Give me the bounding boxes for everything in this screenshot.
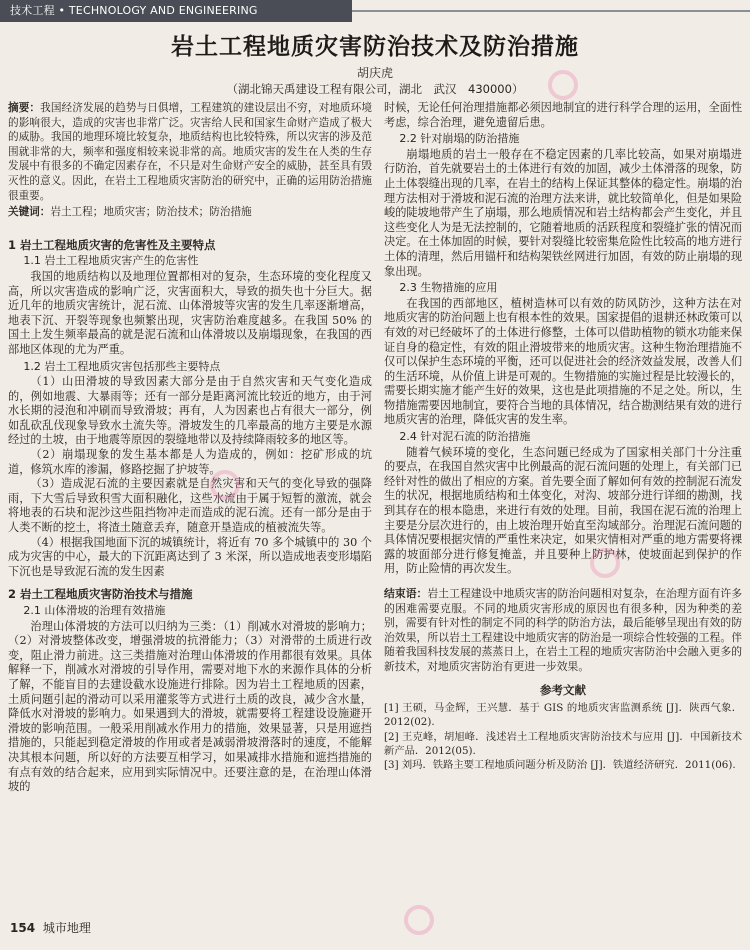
header-rule [352,10,750,12]
subsection-heading-2-1: 2.1 山体滑坡的治理有效措施 [23,604,166,617]
subsection-heading-2-3: 2.3 生物措施的应用 [399,281,498,295]
watermark-logo [210,470,240,500]
author-affiliation: （湖北锦天禹建设工程有限公司，湖北 武汉 430000） [226,82,524,96]
journal-name: 城市地理 [42,921,91,935]
conclusion-text: 岩土工程建设中地质灾害的防治问题相对复杂，在治理方面有许多的困难需要克服。不同的地质灾害形成的原因也有很多种，因为种类的差别，需要有针对性的制定不同的科学的防治方法，最后能够呈现出有效的防治效果，所以岩土工程建设中地质灾害的防治是一项综合性较强的工程。伴随着我国科技发展的蒸蒸日上，在岩土工程的地质灾害防治中会融入更多的新技术，对地质灾害防治有更进一步效果。 [384,587,743,673]
conclusion [384,587,742,675]
watermark-logo [548,70,578,100]
subsection-heading-1-2: 1.2 岩土工程地质灾害包括那些主要特点 [23,359,221,373]
paragraph: 治理山体滑坡的方法可以归纳为三类：（1）削减水对滑坡的影响力；（2）对滑坡整体改变，增强滑坡的抗滑能力；（3）对滑带的土质进行改变，阻止滑力前进。这三类措施对治理山体滑坡的作用都很有效果。具体解释一下，削减水对滑坡的引导作用，需要对地下水的来源作具体的分析了解，不能盲目的去建设截水设施进行排除。因为岩土工程地质的因素，土质问题引起的滑动可以采用灌浆等方式进行土质的改良，减少含水量，降低水对滑坡的影响力。如果遇到大的滑坡，就需要将工程建设设施避开滑坡的影响范围。一般采用削减水作用力的措施，效果显著，只是用遮挡措施的，只能起到稳定滑坡的作用或者是减弱滑坡滑落时的速度，不能解决其根本问题，所以好的方法要互相学习，如果减排水措施和遮挡措施的有点有效的结合起来，应用到实际情况中。还要注意的是，在治理山体滑坡的 [8,619,372,794]
section-heading-1: 1 岩土工程地质灾害的危害性及主要特点 [8,237,216,252]
abstract-text: 我国经济发展的趋势与日俱增，工程建筑的建设层出不穷，对地质环境的影响很大，造成的灾害也非常广泛。灾害给人民和国家生命财产造成了极大的威胁。我国的地理环境比较复杂，地质结构也比较特殊，所以灾害的涉及范围就非常的大，频率和强度相较来说非常的高。地质灾害的发生在人类的生存发展中有很多的不确定因素存在，不只是对生命财产安全的威胁，甚至具有毁灭性的意义。因此，在岩土工程地质灾害防治的研究中，正确的运用防治措施很重要。 [8,102,373,202]
subsection-heading-2-2: 2.2 针对崩塌的防治措施 [399,132,520,146]
paragraph: （1）山田滑坡的导致因素大部分是由于自然灾害和天气变化造成的，例如地震、大暴雨等；还有一部分是距离河流比较近的地方，由于河水长期的浸泡和冲刷而导致滑坡；再有，人为因素也占有很大一部分，例如乱砍乱伐现象导致水土流失等。滑坡发生的几率最高的地方主要是水源经过的土坡，由于地震等原因的裂缝地带以及持续降雨较多的地区等。 [8,375,372,447]
paragraph: 我国的地质结构以及地理位置都相对的复杂，生态环境的变化程度又高，所以灾害造成的影响广泛，灾害面积大，导致的损失也十分巨大。据近几年的地质灾害统计，泥石流、山体滑坡等灾害的发生几率逐渐增高，地表下沉、开裂等现象也频繁出现，灾害防治难度越多。在我国 50% 的国土上发生频率最高的就是泥石流和山体滑坡以及崩塌现象，在我国的西部地区体现的尤为严重。 [8,269,372,356]
abstract [8,101,372,203]
paragraph: （3）造成泥石流的主要因素就是自然灾害和天气的变化导致的强降雨，下大雪后导致积雪大面积融化，这些水流由于属于短暂的激流，就会将地表的石块和泥沙这些阻挡物冲走而造成的泥石流。还有一部分是由于人类不断的挖土，将渣土随意丢弃，随意开垦造成的植被流失等。 [8,477,372,535]
left-column [8,101,372,795]
subsection-heading-2-4: 2.4 针对泥石流的防治措施 [399,430,531,444]
watermark-logo [590,548,620,578]
references-heading: 参考文献 [540,682,586,697]
reference-item: [3] 刘玛．铁路主要工程地质问题分析及防治 [J]．铁道经济研究．2011(06). [384,758,736,771]
paragraph: 时候，无论任何治理措施都必须因地制宜的进行科学合理的运用，全面性考虑，综合治理，避免遗留后患。 [384,101,743,129]
article-title: 岩土工程地质灾害防治技术及防治措施 [171,34,579,60]
watermark-logo [404,905,434,935]
abstract-label: 摘要： [8,102,41,114]
header-band [0,0,750,22]
conclusion-label: 结束语： [384,587,428,600]
author-name: 胡庆虎 [356,66,393,80]
reference-item: [2] 王克峰，胡旭峰．浅述岩土工程地质灾害防治技术与应用 [J]．中国新技术新产品．2012(05). [384,730,742,757]
reference-item: [1] 王硕，马金辉，王兴慧．基于 GIS 的地质灾害监测系统 [J]．陕西气象．2012(02). [384,702,742,729]
page-footer [10,919,91,936]
paragraph: 在我国的西部地区，植树造林可以有效的防风防沙，这种方法在对地质灾害的防治问题上也有根本性的效果。国家提倡的退耕还林政策可以有效的对已经破坏了的土体进行修整，土体可以借助植物的锁水功能来保证自身的稳定性，有效的阻止滑坡带来的地质灾害。这种生物治理措施不仅可以保护生态环境的平衡，还可以促进社会的经济效益发展，改善人们的生活环境，从价值上讲是可观的。生物措施的实施过程是比较漫长的，需要长期实施才能产生好的效果，这也是此项措施的不足之处。所以，生物措施需要因地制宜，要符合当地的具体情况，结合勘测结果有效的进行地质灾害的治理，降低灾害的发生率。 [384,296,743,427]
paragraph: （4）根据我国地面下沉的城镇统计，将近有 70 多个城镇中的 30 个成为灾害的中心，最大的下沉距离达到了 3 米深，所以造成地表变形塌陷下沉也是导致泥石流的发生因素 [8,535,372,578]
section-heading-2: 2 岩土工程地质灾害防治技术与措施 [8,587,193,602]
paragraph: 崩塌地质的岩土一般存在不稳定因素的几率比较高，如果对崩塌进行防治，首先就要岩土的土体进行有效的加固，减少土体滑落的现象，防止土体裂缝出现的几率，在岩土的结构上保证其整体的稳定性。崩塌的治理方法相对于滑坡和泥石流的治理方法来讲，就比较简单化，但是如果险峻的陡坡地带产生了崩塌，那么地质情况和岩土结构都会产生变化，并且这些变化人为是无法控制的，它随着地质的活跃程度和裂缝扩张的情况而决定。在土体加固的时候，要针对裂缝比较密集危险性比较高的地方进行土体的清理，然后用锚杆和结构架铁丝网进行加固，有效的防止崩塌的现象出现。 [384,147,743,278]
keywords-label: 关键词： [8,206,51,219]
paragraph: 随着气候环境的变化，生态问题已经成为了国家相关部门十分注重的要点，在我国自然灾害中比例最高的泥石流问题的处理上，有关部门已经针对性的做出了相应的方案。首先要全面了解如何有效的控制泥石流发生的状况，根据地质结构和土体变化，对沟、坡部分进行详细的勘测，找到其存在的根本隐患，来进行有效的处理。目前，我国在泥石流的治理上主要是分层次进行的，由上坡治理开始直至沟域部分。治理泥石流问题的具体情况要根据灾情的严重性来决定，如果灾情相对严重的地方需要将裸露的坡面部分进行修复掩盖，并且要种上防护林，使坡面起到保护的作用，防止险情的再次发生。 [384,445,743,576]
section-tag: 技术工程 • TECHNOLOGY AND ENGINEERING [0,0,352,22]
keywords [8,205,372,220]
subsection-heading-1-1: 1.1 岩土工程地质灾害产生的危害性 [23,254,199,268]
paragraph: （2）崩塌现象的发生基本都是人为造成的，例如：挖矿形成的坑道，修筑水库的渗漏，修路挖掘了护坡等。 [8,448,372,476]
page-number: 154 [10,921,36,935]
keywords-text: 岩土工程；地质灾害；防治技术；防治措施 [50,206,252,219]
right-column [384,101,742,772]
